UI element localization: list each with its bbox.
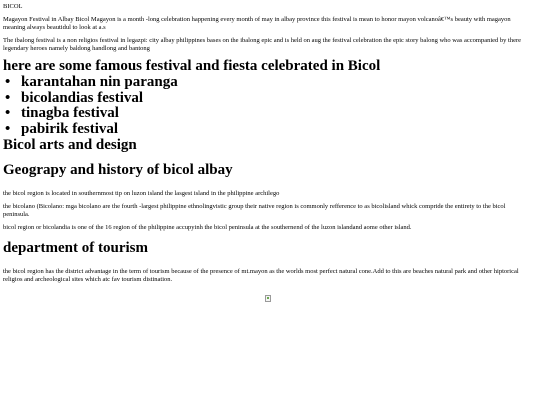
geography-paragraph: bicol region or bicolandia is one of the 16 region of the philippine accupyinh the bicol peninsula at the southernend of the luzon islandand aome other island. <box>3 224 412 231</box>
festival-name: karantahan nin paranga <box>21 74 178 90</box>
list-item <box>3 75 533 91</box>
geography-paragraph: the bicol region is located in southernmost tip on luzon island the lasgest island in the philippine archilego <box>3 190 280 197</box>
intro-paragraph-magayon: Magayon Festival in Albay Bicol Magayon is a month -long celebration happening every month of may in albay province this festival is mean to honor mayon volcanoâ€™s beauty with magayon meaning always beautidul to look at a.s <box>3 16 511 31</box>
festival-name: bicolandias festival <box>21 89 144 106</box>
festival-list <box>3 75 533 137</box>
bullet-icon: • <box>5 120 11 137</box>
list-item <box>3 91 533 107</box>
bullet-icon: • <box>5 74 11 90</box>
festivals-heading: here are some famous festival and fiesta celebrated in Bicol <box>3 58 381 74</box>
tourism-heading: department of tourism <box>3 240 148 256</box>
arts-heading: Bicol arts and design <box>3 137 137 153</box>
geography-heading: Geograpy and history of bicol albay <box>3 162 233 178</box>
bullet-icon: • <box>5 105 11 121</box>
festival-name: tinagba festival <box>21 105 119 121</box>
image-container <box>3 289 533 307</box>
bullet-icon: • <box>5 89 11 106</box>
list-item <box>3 122 533 138</box>
list-item <box>3 106 533 122</box>
festival-name: pabirik festival <box>21 120 119 137</box>
page-title: BICOL <box>3 3 23 10</box>
intro-paragraph-ibalong: The ibalong festival is a non religios festival in legazpi: city albay philippines bases on the ibalong epic and is held on aug the festival celebration the epic story balong who was accompanied by there legendary heroes namely baldong handlong and bantong <box>3 37 522 52</box>
tourism-paragraph: the bicol region has the district advantage in the term of tourism because of the presence of mt.mayon as the worlds most perfect natural cone.Add to this are beaches natural park and other hiptorical religios and archeological sites which atc fav tourism distination. <box>3 268 519 283</box>
broken-image-icon <box>265 295 271 302</box>
geography-paragraph: the bicolano (Bicolano: mga bicolano are the fourth -largest philippine ethnolingvistic group their native region is commonly refference to as bicolisland whick compride the entirety to the bicol peninsula. <box>3 203 506 218</box>
